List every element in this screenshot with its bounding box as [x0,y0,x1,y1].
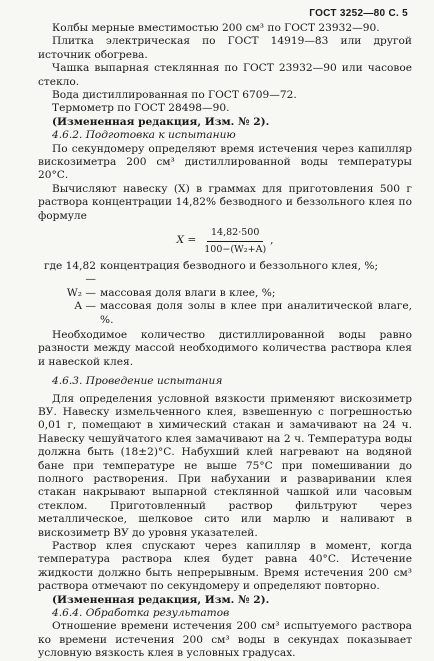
paragraph: Термометр по ГОСТ 28498—90. [52,102,230,115]
page-header: ГОСТ 3252—80 С. 5 [309,8,408,19]
change-note: (Измененная редакция, Изм. № 2). [52,115,270,128]
formula-legend [38,260,412,327]
formula-lhs: X = [176,234,197,247]
paragraph: Колбы мерные вместимостью 200 см³ по ГОСТ 23932—90. [52,22,380,34]
section-heading-4-6-4: 4.6.4. Обработка результатов [52,607,230,620]
legend-text: концентрация безводного и беззольного клея, %; [100,259,379,272]
change-note: (Измененная редакция, Изм. № 2). [52,593,270,606]
formula-numerator: 14,82·500 [207,226,263,241]
formula-fraction [200,226,270,256]
legend-row [38,300,412,327]
section-heading-4-6-3: 4.6.3. Проведение испытания [52,375,223,388]
paragraph: Для определения условной вязкости применяют вискозиметр ВУ. Навеску измельченного клея, взвешенную с погрешностью 0,01 г, помещают в химический стакан и замачивают на 24 ч. Навеску чешуйчатого клея замачивают на 2 ч. Температура воды должна быть (18±2)°С. Набухший клей нагревают на водяной бане при температуре не выше 75°С при помешивании до полного растворения. При набухании и разваривании клея стакан накрывают выпарной стеклянной чашкой или часовым стеклом. Приготовленный раствор фильтруют через металлическое, шелковое сито или марлю и наливают в вискозиметр ВУ до уровня указателей. [38,392,412,539]
legend-symbol: W₂ — [66,286,96,299]
legend-symbol: где 14,82 — [43,259,96,286]
legend-text: массовая доля влаги в клее, %; [100,286,276,299]
legend-symbol: A — [74,300,96,313]
document-body [38,22,412,661]
formula [38,226,412,256]
legend-row [38,260,412,287]
paragraph: По секундомеру определяют время истечения через капилляр вискозиметра 200 см³ дистиллированной воды температуры 20°С. [38,142,412,182]
legend-row [38,287,412,300]
paragraph: Чашка выпарная стеклянная по ГОСТ 23932—90 или часовое стекло. [38,62,412,88]
paragraph: Вычисляют навеску (X) в граммах для приготовления 500 г раствора концентрации 14,82% безводного и беззольного клея по формуле [38,182,412,222]
paragraph: Необходимое количество дистиллированной воды равно разности между массой необходимого количества раствора клея и навеской клея. [38,328,412,368]
paragraph: Раствор клея спускают через капилляр в момент, когда температура раствора клея будет равна 40°С. Истечение жидкости должно быть непрерывным. Время истечения 200 см³ раствора отмечают по секундомеру и определяют повторно. [38,540,412,593]
section-heading-4-6-2: 4.6.2. Подготовка к испытанию [52,129,236,142]
paragraph: Отношение времени истечения 200 см³ испытуемого раствора ко времени истечения 200 см³ воды в секундах показывает условную вязкость клея в условных градусах. [38,620,412,660]
paragraph: Плитка электрическая по ГОСТ 14919—83 или другой источник обогрева. [38,35,412,61]
legend-text: массовая доля золы в клее при аналитической влаге, %. [100,300,412,326]
formula-denominator: 100−(W₂+A) [204,243,267,255]
paragraph: Вода дистиллированная по ГОСТ 6709—72. [52,89,297,102]
formula-tail: , [270,234,274,247]
